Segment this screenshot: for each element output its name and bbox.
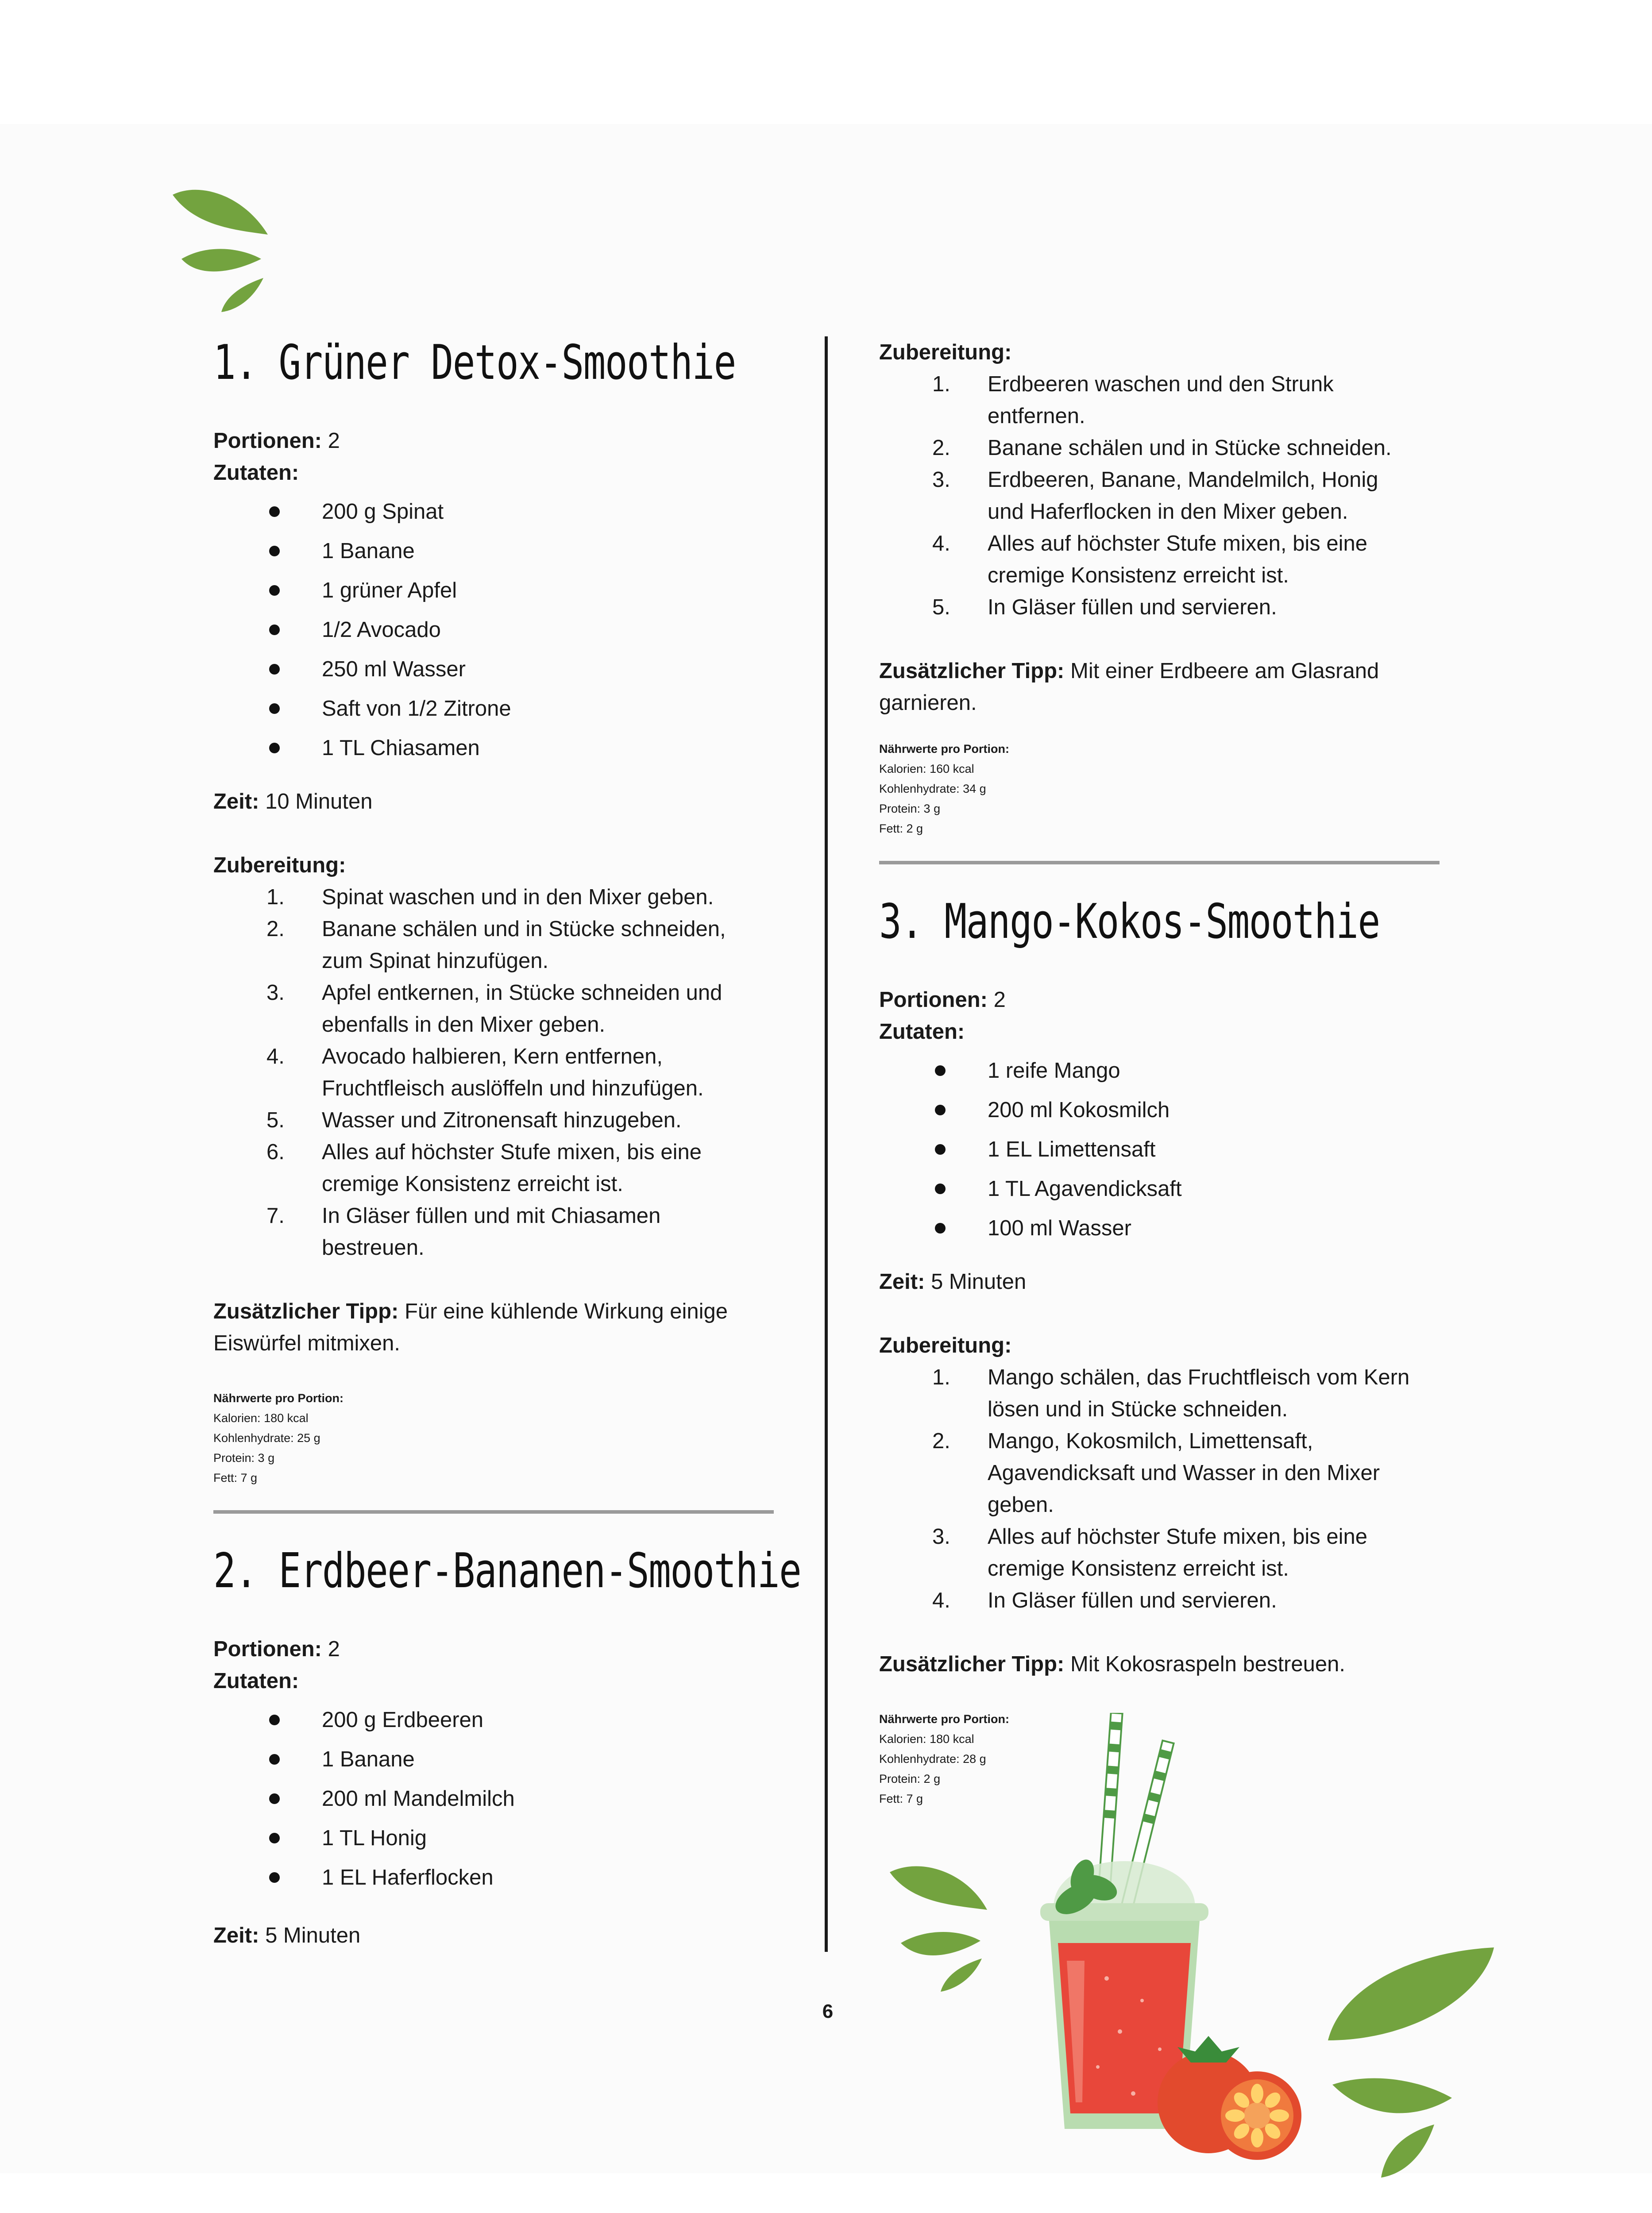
ingredient-item — [213, 1779, 780, 1819]
bullet-icon — [269, 743, 280, 753]
ingredient-text: 200 ml Mandelmilch — [322, 1787, 515, 1811]
portions-value: 2 — [328, 429, 340, 453]
time-line — [213, 1920, 780, 1951]
step-item: 4. Avocado halbieren, Kern entfernen, Fruchtfleisch auslöffeln und hinzufügen. — [266, 1045, 704, 1100]
step-item: 4. In Gläser füllen und servieren. — [932, 1588, 1277, 1612]
tip-text: Mit einer Erdbeere am Glasrand — [1070, 659, 1379, 683]
step-item: 4. Alles auf höchster Stufe mixen, bis eine cremige Konsistenz erreicht ist. — [932, 532, 1367, 587]
time-label: Zeit: — [213, 790, 259, 813]
page-number: 6 — [822, 2001, 834, 2022]
step-item: 2. Mango, Kokosmilch, Limettensaft, Agavendicksaft und Wasser in den Mixer geben. — [932, 1429, 1380, 1517]
bullet-icon — [269, 1833, 280, 1843]
step-item: 3. Alles auf höchster Stufe mixen, bis eine cremige Konsistenz erreicht ist. — [932, 1525, 1367, 1581]
step-text: Banane schälen und in Stücke schneiden, — [322, 917, 726, 941]
bullet-icon — [935, 1105, 946, 1115]
ingredient-text: 250 ml Wasser — [322, 657, 466, 681]
recipe-title: 1. Grüner Detox-Smoothie — [213, 335, 736, 390]
step-item: 5. In Gläser füllen und servieren. — [932, 595, 1277, 619]
ingredient-item — [213, 650, 780, 689]
recipe-2 — [213, 1536, 801, 1951]
time-value: 5 Minuten — [931, 1270, 1027, 1294]
ingredients-label: Zutaten: — [213, 1669, 299, 1693]
ingredient-text: 1 TL Agavendicksaft — [988, 1177, 1182, 1201]
ingredient-text: 1 reife Mango — [988, 1059, 1120, 1083]
bullet-icon — [935, 1065, 946, 1076]
preparation-label: Zubereitung: — [213, 853, 346, 877]
tip-line — [879, 655, 1455, 719]
step-list — [879, 368, 1455, 623]
step-item: 2. Banane schälen und in Stücke schneiden. — [932, 436, 1392, 460]
step-item: 5. Wasser und Zitronensaft hinzugeben. — [266, 1108, 682, 1132]
step-text: In Gläser füllen und servieren. — [988, 595, 1277, 619]
ingredient-list — [213, 492, 780, 768]
ingredient-list — [879, 1051, 1455, 1248]
bullet-icon — [269, 1872, 280, 1883]
step-text: bestreuen. — [322, 1236, 425, 1260]
ingredient-item — [213, 1700, 780, 1740]
column-divider — [825, 336, 828, 1952]
ingredients-label: Zutaten: — [213, 461, 299, 485]
step-text: entfernen. — [988, 404, 1085, 428]
left-column — [213, 328, 801, 1951]
ingredient-item — [879, 1051, 1455, 1091]
ingredient-item — [879, 1091, 1455, 1130]
nutrition-item: Kalorien: 160 kcal — [879, 762, 974, 775]
step-item: 2. Banane schälen und in Stücke schneiden, zum Spinat hinzufügen. — [266, 917, 726, 973]
nutrition-item: Protein: 2 g — [879, 1772, 941, 1785]
tomato-icon — [1151, 2032, 1310, 2164]
ingredient-text: 1/2 Avocado — [322, 618, 441, 642]
ingredients-heading — [213, 457, 780, 489]
step-item: 3. Apfel entkernen, in Stücke schneiden und ebenfalls in den Mixer geben. — [266, 981, 722, 1037]
tip-label: Zusätzlicher Tipp: — [213, 1299, 399, 1323]
bullet-icon — [935, 1184, 946, 1194]
recipe-1 — [213, 328, 780, 1488]
preparation-heading — [213, 849, 780, 881]
preparation-label: Zubereitung: — [879, 340, 1012, 364]
step-text: cremige Konsistenz erreicht ist. — [988, 563, 1289, 587]
nutrition-item: Kohlenhydrate: 25 g — [213, 1431, 320, 1445]
nutrition-item: Kalorien: 180 kcal — [213, 1411, 309, 1425]
step-text: und Haferflocken in den Mixer geben. — [988, 500, 1348, 524]
bullet-icon — [269, 1715, 280, 1725]
step-text: Avocado halbieren, Kern entfernen, — [322, 1045, 663, 1068]
bullet-icon — [269, 1793, 280, 1804]
tip-label: Zusätzlicher Tipp: — [879, 1652, 1065, 1676]
bullet-icon — [269, 664, 280, 675]
step-text: cremige Konsistenz erreicht ist. — [322, 1172, 623, 1196]
recipe-title: 3. Mango-Kokos-Smoothie — [879, 894, 1380, 949]
bullet-icon — [935, 1144, 946, 1155]
bullet-icon — [935, 1223, 946, 1234]
bullet-icon — [269, 703, 280, 714]
step-item: 3. Erdbeeren, Banane, Mandelmilch, Honig und Haferflocken in den Mixer geben. — [932, 468, 1378, 524]
step-text: ebenfalls in den Mixer geben. — [322, 1013, 606, 1037]
portions-line — [213, 425, 780, 457]
step-text: Alles auf höchster Stufe mixen, bis eine — [988, 532, 1367, 555]
step-text: Mango, Kokosmilch, Limettensaft, — [988, 1429, 1313, 1453]
nutrition-item: Kohlenhydrate: 28 g — [879, 1752, 986, 1766]
nutrition-heading: Nährwerte pro Portion: — [879, 1712, 1010, 1726]
time-value: 5 Minuten — [265, 1924, 361, 1947]
ingredient-text: 1 TL Chiasamen — [322, 736, 480, 760]
step-item: 6. Alles auf höchster Stufe mixen, bis eine cremige Konsistenz erreicht ist. — [266, 1140, 702, 1196]
nutrition-item: Kalorien: 180 kcal — [879, 1732, 974, 1746]
right-column — [879, 336, 1455, 1809]
nutrition-item: Fett: 7 g — [213, 1471, 258, 1484]
ingredient-item — [213, 1819, 780, 1858]
step-list — [879, 1361, 1455, 1616]
tip-text: Für eine kühlende Wirkung einige — [405, 1299, 728, 1323]
ingredient-list — [213, 1700, 780, 1897]
time-label: Zeit: — [879, 1270, 925, 1294]
ingredient-text: Saft von 1/2 Zitrone — [322, 697, 511, 721]
bullet-icon — [269, 1754, 280, 1765]
step-text: In Gläser füllen und servieren. — [988, 1588, 1277, 1612]
ingredient-item — [879, 1169, 1455, 1209]
nutrition-item: Fett: 2 g — [879, 822, 923, 835]
ingredient-text: 1 EL Haferflocken — [322, 1866, 494, 1889]
section-divider — [879, 861, 1440, 864]
tip-label: Zusätzlicher Tipp: — [879, 659, 1065, 683]
ingredient-text: 1 Banane — [322, 539, 415, 563]
ingredient-item — [213, 689, 780, 729]
nutrition-item: Fett: 7 g — [879, 1792, 923, 1805]
portions-label: Portionen: — [879, 988, 988, 1012]
ingredient-item — [213, 729, 780, 768]
nutrition-box — [213, 1388, 780, 1488]
ingredient-text: 200 g Spinat — [322, 500, 444, 524]
preparation-heading — [879, 1330, 1455, 1361]
ingredient-text: 100 ml Wasser — [988, 1216, 1131, 1240]
leaf-splash-icon — [1324, 1939, 1501, 2195]
portions-value: 2 — [993, 988, 1006, 1012]
ingredient-item — [213, 532, 780, 571]
ingredient-item — [213, 571, 780, 610]
recipe-3 — [879, 887, 1455, 1809]
portions-line — [213, 1633, 780, 1665]
tip-text: Mit Kokosraspeln bestreuen. — [1070, 1652, 1345, 1676]
step-text: Apfel entkernen, in Stücke schneiden und — [322, 981, 722, 1005]
ingredient-text: 1 grüner Apfel — [322, 578, 457, 602]
ingredients-heading — [213, 1665, 780, 1697]
step-text: In Gläser füllen und mit Chiasamen — [322, 1204, 661, 1228]
time-line — [213, 786, 780, 817]
portions-label: Portionen: — [213, 1637, 322, 1661]
time-label: Zeit: — [213, 1924, 259, 1947]
time-line — [879, 1266, 1455, 1298]
nutrition-heading: Nährwerte pro Portion: — [213, 1392, 344, 1405]
leaf-splash-icon — [159, 177, 274, 323]
step-text: Alles auf höchster Stufe mixen, bis eine — [988, 1525, 1367, 1549]
ingredient-text: 200 g Erdbeeren — [322, 1708, 484, 1732]
step-text: Erdbeeren waschen und den Strunk — [988, 372, 1334, 396]
preparation-heading — [879, 336, 1455, 368]
nutrition-item: Protein: 3 g — [879, 802, 941, 815]
step-list — [213, 881, 780, 1264]
step-item: 1. Mango schälen, das Fruchtfleisch vom Kern lösen und in Stücke schneiden. — [932, 1365, 1410, 1421]
nutrition-box — [879, 739, 1455, 839]
recipe-title: 2. Erdbeer-Bananen-Smoothie — [213, 1543, 801, 1599]
bullet-icon — [269, 625, 280, 635]
ingredients-label: Zutaten: — [879, 1020, 965, 1044]
bullet-icon — [269, 546, 280, 556]
step-text: Alles auf höchster Stufe mixen, bis eine — [322, 1140, 702, 1164]
ingredients-heading — [879, 1016, 1455, 1048]
step-item: 1. Spinat waschen und in den Mixer geben. — [266, 885, 714, 909]
tip-text: garnieren. — [879, 691, 977, 715]
nutrition-item: Kohlenhydrate: 34 g — [879, 782, 986, 795]
section-divider — [213, 1510, 774, 1514]
ingredient-item — [213, 1858, 780, 1897]
portions-value: 2 — [328, 1637, 340, 1661]
ingredient-text: 200 ml Kokosmilch — [988, 1098, 1170, 1122]
ingredient-item — [879, 1209, 1455, 1248]
step-text: geben. — [988, 1493, 1054, 1517]
portions-line — [879, 984, 1455, 1016]
step-item: 1. Erdbeeren waschen und den Strunk entfernen. — [932, 372, 1334, 428]
recipe-2-continued — [879, 336, 1455, 839]
ingredient-item — [879, 1130, 1455, 1169]
step-text: Agavendicksaft und Wasser in den Mixer — [988, 1461, 1380, 1485]
nutrition-item: Protein: 3 g — [213, 1451, 275, 1465]
time-value: 10 Minuten — [265, 790, 373, 813]
step-text: Mango schälen, das Fruchtfleisch vom Kern — [988, 1365, 1410, 1389]
ingredient-item — [213, 610, 780, 650]
ingredient-item — [213, 1740, 780, 1779]
ingredient-text: 1 TL Honig — [322, 1826, 427, 1850]
tip-line — [879, 1648, 1455, 1680]
step-text: Erdbeeren, Banane, Mandelmilch, Honig — [988, 468, 1378, 492]
step-text: cremige Konsistenz erreicht ist. — [988, 1557, 1289, 1581]
step-text: Banane schälen und in Stücke schneiden. — [988, 436, 1392, 460]
ingredient-text: 1 EL Limettensaft — [988, 1137, 1156, 1161]
tip-line — [213, 1295, 780, 1359]
step-text: Fruchtfleisch auslöffeln und hinzufügen. — [322, 1076, 704, 1100]
step-text: Spinat waschen und in den Mixer geben. — [322, 885, 714, 909]
bullet-icon — [269, 585, 280, 596]
step-text: Wasser und Zitronensaft hinzugeben. — [322, 1108, 682, 1132]
ingredient-item — [213, 492, 780, 532]
tip-text: Eiswürfel mitmixen. — [213, 1331, 401, 1355]
step-text: lösen und in Stücke schneiden. — [988, 1397, 1288, 1421]
leaf-splash-icon — [881, 1854, 996, 1996]
portions-label: Portionen: — [213, 429, 322, 453]
step-item: 7. In Gläser füllen und mit Chiasamen bestreuen. — [266, 1204, 661, 1260]
nutrition-heading: Nährwerte pro Portion: — [879, 742, 1010, 756]
preparation-label: Zubereitung: — [879, 1334, 1012, 1357]
bullet-icon — [269, 506, 280, 517]
step-text: zum Spinat hinzufügen. — [322, 949, 549, 973]
ingredient-text: 1 Banane — [322, 1747, 415, 1771]
